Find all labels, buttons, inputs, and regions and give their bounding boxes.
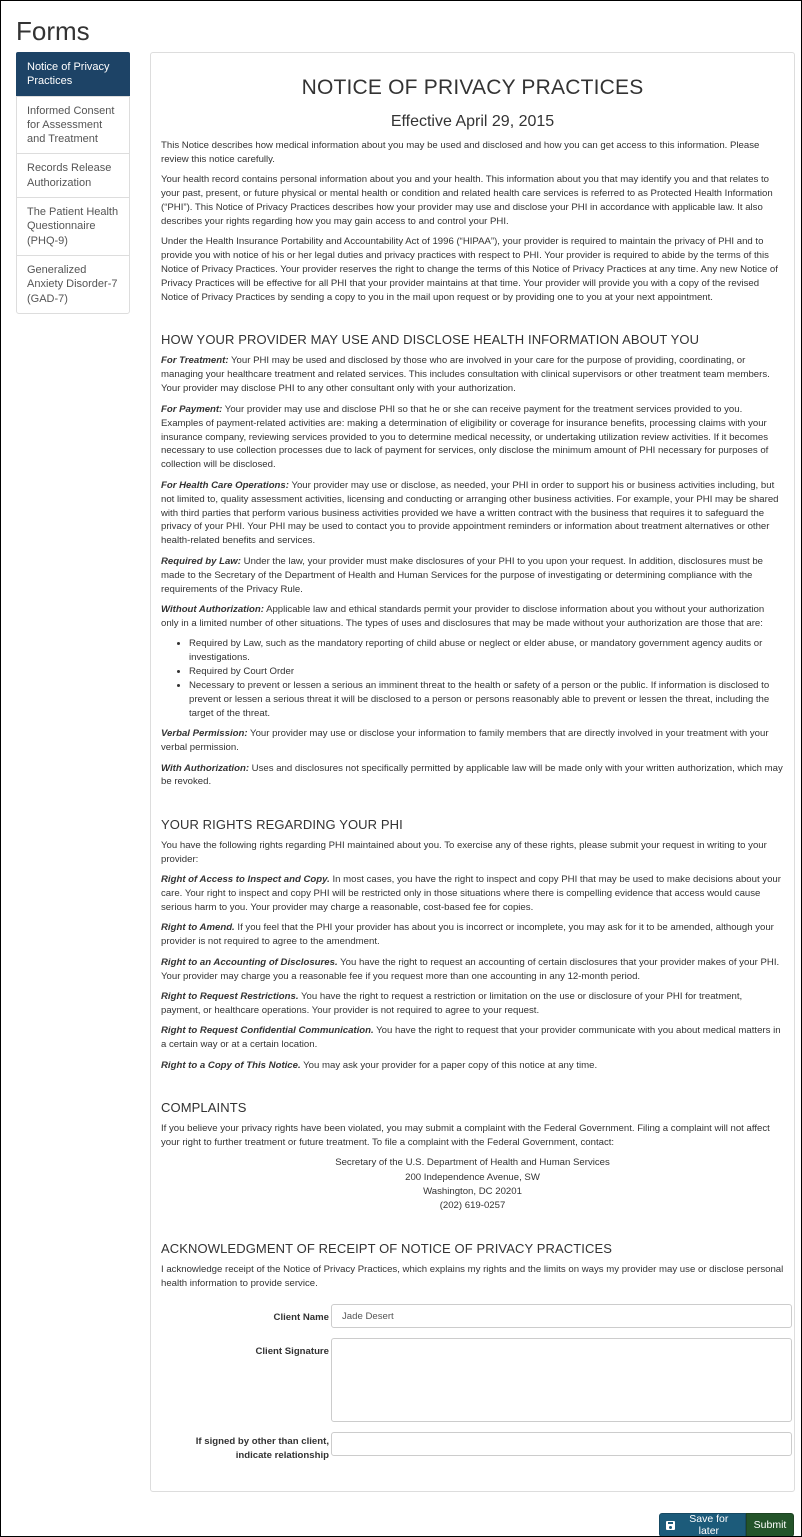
rights-item (161, 1059, 784, 1073)
client-signature-pad[interactable] (331, 1338, 792, 1422)
section-heading-complaints: COMPLAINTS (161, 1100, 247, 1116)
rights-intro: You have the following rights regarding PHI maintained about you. To exercise any of these rights, please submit your request in writing to your provider: (161, 839, 767, 865)
sidebar-item-phq-9[interactable]: The Patient Health Questionnaire (PHQ-9) (17, 197, 129, 255)
rights-item-label: Right to Request Restrictions. (161, 991, 299, 1002)
use-item (161, 479, 784, 549)
address-phone: (202) 619-0257 (439, 1199, 506, 1211)
rights-item-label: Right to Amend. (161, 922, 235, 934)
rights-item-label: Right to Request Confidential Communication. (161, 1025, 374, 1037)
rights-item-text: You may ask your provider for a paper copy of this notice at any time. (300, 1059, 598, 1071)
list-item: • Required by Law, such as the mandatory reporting of child abuse or neglect or elder abuse, or mandatory government agency audits or investigations. (189, 637, 784, 665)
section-heading-acknowledgment: ACKNOWLEDGMENT OF RECEIPT OF NOTICE OF PRIVACY PRACTICES (161, 1241, 613, 1257)
use-item-label: For Payment: (161, 403, 223, 415)
rights-item-label: Right to an Accounting of Disclosures. (161, 956, 338, 968)
use-item-text: Your provider may use and disclose PHI so that he or she can receive payment for the treatment services provided to you. Examples of payment-related activities are: making a determination of eligibility or coverage for insurance benefits, processing claims with your insurance company, reviewing services provided to you to determine medical necessity, or undertaking utilization review activities. If it becomes necessary to use collection processes due to lack of payment for services, only disclose the minimum amount of PHI necessary for purposes of collection will be disclosed. (161, 403, 769, 471)
rights-item-label: Right to a Copy of This Notice. (161, 1059, 301, 1071)
client-name-input[interactable] (331, 1304, 792, 1328)
use-item-label: Required by Law: (161, 555, 241, 567)
section-heading-rights: YOUR RIGHTS REGARDING YOUR PHI (161, 816, 403, 832)
address-line: 200 Independence Avenue, SW (405, 1171, 540, 1183)
rights-item (161, 1024, 784, 1052)
intro-paragraph: Under the Health Insurance Portability and Accountability Act of 1996 (“HIPAA”), your provider is required to maintain the privacy of PHI and to provide you with notice of his or her legal duties and privacy practices with respect to PHI. Your provider is required to abide by the terms of this Notice of Privacy Practices. Your provider reserves the right to change the terms of this Notice of Privacy Practices at any time. Any new Notice of Privacy Practices will be effective for all PHI that your provider maintains at that time. Your provider will provide you with a copy of the revised Notice of Privacy Practices by sending a copy to you in the mail upon request or by providing one to you at your next appointment. (161, 236, 778, 304)
use-item (161, 354, 784, 396)
intro-paragraph: This Notice describes how medical information about you may be used and disclosed and how you can get access to this information. Please review this notice carefully. (161, 140, 760, 165)
address-line: Secretary of the U.S. Department of Health and Human Services (335, 1157, 610, 1169)
use-item (161, 555, 784, 597)
rights-item (161, 921, 784, 949)
use-item-text: Applicable law and ethical standards permit your provider to disclose information about you without your authorization only in a limited number of other situations. The types of uses and disclosures that may be made without your authorization are those that are: (161, 603, 765, 629)
acknowledgment-text: I acknowledge receipt of the Notice of Privacy Practices, which explains my rights and the limits on ways my provider may use or disclose personal health information to provide service. (161, 1264, 784, 1290)
use-item-label: Verbal Permission: (161, 728, 248, 740)
hhs-address (161, 1156, 784, 1213)
floppy-disk-icon (666, 1521, 675, 1530)
rights-item (161, 956, 784, 984)
client-name-label: Client Name (273, 1312, 329, 1324)
list-item: • Necessary to prevent or lessen a serious an imminent threat to the health or safety of a person or the public. If information is disclosed to prevent or lessen a serious threat it will be disclosed to a person or persons reasonably able to prevent or lessen the threat, including the target of the threat. (189, 679, 784, 721)
relationship-label-line1: If signed by other than client, (195, 1436, 329, 1448)
rights-item-text: In most cases, you have the right to inspect and copy PHI that may be used to make decisions about your care. Your right to inspect and copy PHI will be restricted only in those situations where there is compelling evidence that access would cause serious harm to you. Your provider may charge a reasonable, cost-based fee for copies. (161, 874, 781, 913)
page-title: Forms (16, 16, 90, 46)
use-item-text: Your PHI may be used and disclosed by those who are involved in your care for the purpose of providing, coordinating, or managing your healthcare treatment and related services. This includes consultation with clinical supervisors or other treatment team members. Your provider may disclose PHI to any other consultant only with your authorization. (161, 355, 770, 395)
use-item-text: Your provider may use or disclose, as needed, your PHI in order to support his or business activities including, but not limited to, quality assessment activities, licensing and conducting or arranging other business activities. For example, your PHI may be shared with third parties that perform various business activities provided we have a written contract with the business that requires it to safeguard the privacy of your PHI. Your PHI may be used to contact you to provide appointment reminders or information about treatment alternatives or other health-related benefits and services. (161, 479, 779, 547)
use-item-text: Uses and disclosures not specifically permitted by applicable law will be made only with your written authorization, which may be revoked. (161, 762, 783, 788)
use-item-label: With Authorization: (161, 762, 250, 774)
rights-item (161, 873, 784, 915)
use-item (161, 403, 784, 473)
without-authorization-list (161, 637, 784, 720)
address-line: Washington, DC 20201 (423, 1185, 522, 1197)
use-item-text: Under the law, your provider must make disclosures of your PHI to you upon your request. In addition, disclosures must be made to the Secretary of the Department of Health and Human Services for the purpose of investigating or determining compliance with the requirements of the Privacy Rule. (161, 555, 764, 595)
submit-button[interactable]: Submit (746, 1513, 794, 1537)
use-item-label: For Health Care Operations: (161, 479, 289, 491)
save-for-later-button[interactable] (659, 1513, 746, 1537)
rights-item-text: You have the right to request a restriction or limitation on the use or disclosure of your PHI for treatment, payment, or healthcare operations. Your provider is not required to agree to your request. (161, 991, 743, 1016)
rights-item-text: You have the right to request an accounting of certain disclosures that your provider makes of your PHI. Your provider may charge you a reasonable fee if you request more than one accounting in any 12-month period. (161, 956, 780, 982)
intro-paragraph: Your health record contains personal information about you and your health. This information about you that may identify you and that relates to your past, present, or future physical or mental health or condition and related health care services is referred to as Protected Health Information (“PHI”). This Notice of Privacy Practices describes how your provider may use and disclose your PHI in accordance with applicable law. It also describes your rights regarding how you may gain access to and control your PHI. (161, 174, 773, 228)
use-item-text: Your provider may use or disclose your information to family members that are directly involved in your treatment with your verbal permission. (161, 728, 769, 754)
relationship-label-line2: indicate relationship (235, 1450, 329, 1462)
list-item: • Required by Court Order (189, 665, 784, 679)
rights-item (161, 990, 784, 1018)
document-effective-date: Effective April 29, 2015 (390, 113, 555, 130)
complaints-text: If you believe your privacy rights have been violated, you may submit a complaint with the Federal Government. Filing a complaint will not affect your right to further treatment or future treatment. To file a complaint with the Federal Government, contact: (161, 1123, 770, 1148)
use-item (161, 603, 784, 631)
form-card (150, 52, 795, 1492)
rights-item-text: If you feel that the PHI your provider has about you is incorrect or incomplete, you may ask for it to be amended, although your provider is not required to agree to the amendment. (161, 922, 774, 948)
save-for-later-label: Save for later (689, 1513, 729, 1537)
use-item (161, 727, 784, 755)
use-item-label: Without Authorization: (161, 603, 264, 615)
sidebar-item-gad-7[interactable]: Generalized Anxiety Disorder-7 (GAD-7) (17, 255, 129, 313)
use-item-label: For Treatment: (161, 355, 229, 367)
sidebar-item-informed-consent[interactable]: Informed Consent for Assessment and Treatment (17, 96, 129, 154)
relationship-input[interactable] (331, 1432, 792, 1456)
section-heading-use-disclose: HOW YOUR PROVIDER MAY USE AND DISCLOSE HEALTH INFORMATION ABOUT YOU (161, 332, 700, 348)
relationship-label (161, 1435, 329, 1463)
sidebar-item-notice-of-privacy-practices[interactable]: Notice of Privacy Practices (16, 52, 130, 96)
use-item (161, 762, 784, 790)
document-title: NOTICE OF PRIVACY PRACTICES (301, 76, 644, 99)
rights-item-text: You have the right to request that your provider communicate with you about medical matters in a certain way or at a certain location. (161, 1025, 781, 1051)
rights-item-label: Right of Access to Inspect and Copy. (161, 874, 330, 886)
forms-sidebar (16, 52, 130, 314)
client-signature-label: Client Signature (255, 1346, 329, 1358)
acknowledgment-form (161, 1297, 784, 1487)
sidebar-item-records-release[interactable]: Records Release Authorization (17, 153, 129, 197)
